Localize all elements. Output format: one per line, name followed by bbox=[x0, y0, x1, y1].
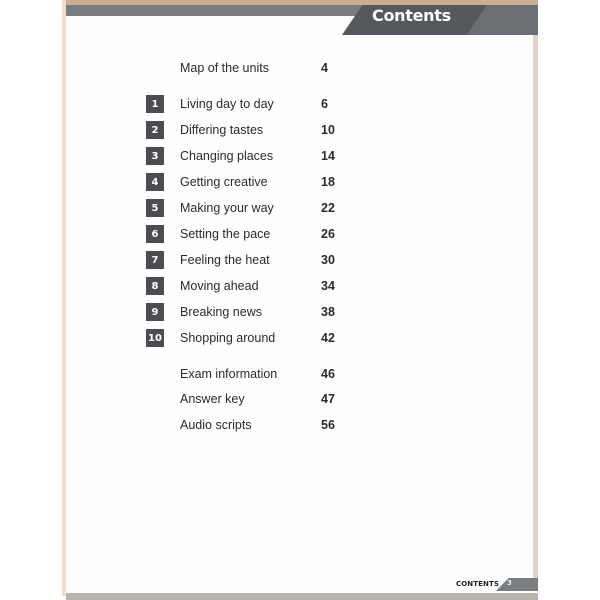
entry-title: Shopping around bbox=[180, 331, 276, 345]
unit-number-badge: 2 bbox=[146, 121, 164, 139]
entry-title: Differing tastes bbox=[180, 123, 264, 137]
toc-entry-unit-5[interactable] bbox=[146, 198, 346, 218]
entry-title: Feeling the heat bbox=[180, 253, 270, 267]
entry-page-number: 30 bbox=[321, 253, 335, 267]
toc-entry-unit-2[interactable] bbox=[146, 120, 346, 140]
entry-title: Map of the units bbox=[180, 61, 269, 75]
entry-title: Exam information bbox=[180, 367, 278, 381]
entry-page-number: 10 bbox=[321, 123, 335, 137]
toc-entry-answer-key[interactable] bbox=[146, 389, 346, 409]
entry-page-number: 14 bbox=[321, 149, 335, 163]
entry-page-number: 56 bbox=[321, 418, 335, 432]
toc-entry-audio-scripts[interactable] bbox=[146, 415, 346, 435]
entry-page-number: 38 bbox=[321, 305, 335, 319]
unit-number-badge: 10 bbox=[146, 329, 164, 347]
entry-title: Breaking news bbox=[180, 305, 262, 319]
toc-entry-unit-3[interactable] bbox=[146, 146, 346, 166]
unit-number-badge: 4 bbox=[146, 173, 164, 191]
entry-title: Answer key bbox=[180, 392, 245, 406]
unit-number-badge: 9 bbox=[146, 303, 164, 321]
entry-page-number: 47 bbox=[321, 392, 335, 406]
toc-entry-exam-information[interactable] bbox=[146, 364, 346, 384]
toc-entry-unit-4[interactable] bbox=[146, 172, 346, 192]
document-page bbox=[62, 0, 538, 600]
entry-page-number: 42 bbox=[321, 331, 335, 345]
toc-entry-unit-7[interactable] bbox=[146, 250, 346, 270]
toc-entry-map-of-units[interactable] bbox=[146, 58, 346, 78]
footer-section-label: CONTENTS bbox=[456, 580, 499, 588]
entry-page-number: 18 bbox=[321, 175, 335, 189]
unit-number-badge: 3 bbox=[146, 147, 164, 165]
entry-title: Getting creative bbox=[180, 175, 268, 189]
unit-number-badge: 7 bbox=[146, 251, 164, 269]
unit-number-badge: 6 bbox=[146, 225, 164, 243]
page-title: Contents bbox=[372, 6, 451, 25]
entry-title: Making your way bbox=[180, 201, 274, 215]
footer-page-number: 3 bbox=[507, 579, 512, 587]
entry-page-number: 46 bbox=[321, 367, 335, 381]
entry-page-number: 4 bbox=[321, 61, 328, 75]
unit-number-badge: 1 bbox=[146, 95, 164, 113]
page-left-edge bbox=[62, 0, 66, 596]
entry-title: Moving ahead bbox=[180, 279, 259, 293]
toc-entry-unit-9[interactable] bbox=[146, 302, 346, 322]
entry-title: Audio scripts bbox=[180, 418, 252, 432]
entry-title: Setting the pace bbox=[180, 227, 271, 241]
toc-entry-unit-6[interactable] bbox=[146, 224, 346, 244]
entry-page-number: 34 bbox=[321, 279, 335, 293]
toc-entry-unit-1[interactable] bbox=[146, 94, 346, 114]
entry-page-number: 6 bbox=[321, 97, 328, 111]
page-right-edge bbox=[533, 34, 538, 580]
entry-page-number: 26 bbox=[321, 227, 335, 241]
page-bottom-edge bbox=[66, 593, 538, 600]
entry-title: Living day to day bbox=[180, 97, 274, 111]
entry-title: Changing places bbox=[180, 149, 274, 163]
toc-entry-unit-8[interactable] bbox=[146, 276, 346, 296]
unit-number-badge: 8 bbox=[146, 277, 164, 295]
unit-number-badge: 5 bbox=[146, 199, 164, 217]
entry-page-number: 22 bbox=[321, 201, 335, 215]
toc-entry-unit-10[interactable] bbox=[146, 328, 346, 348]
